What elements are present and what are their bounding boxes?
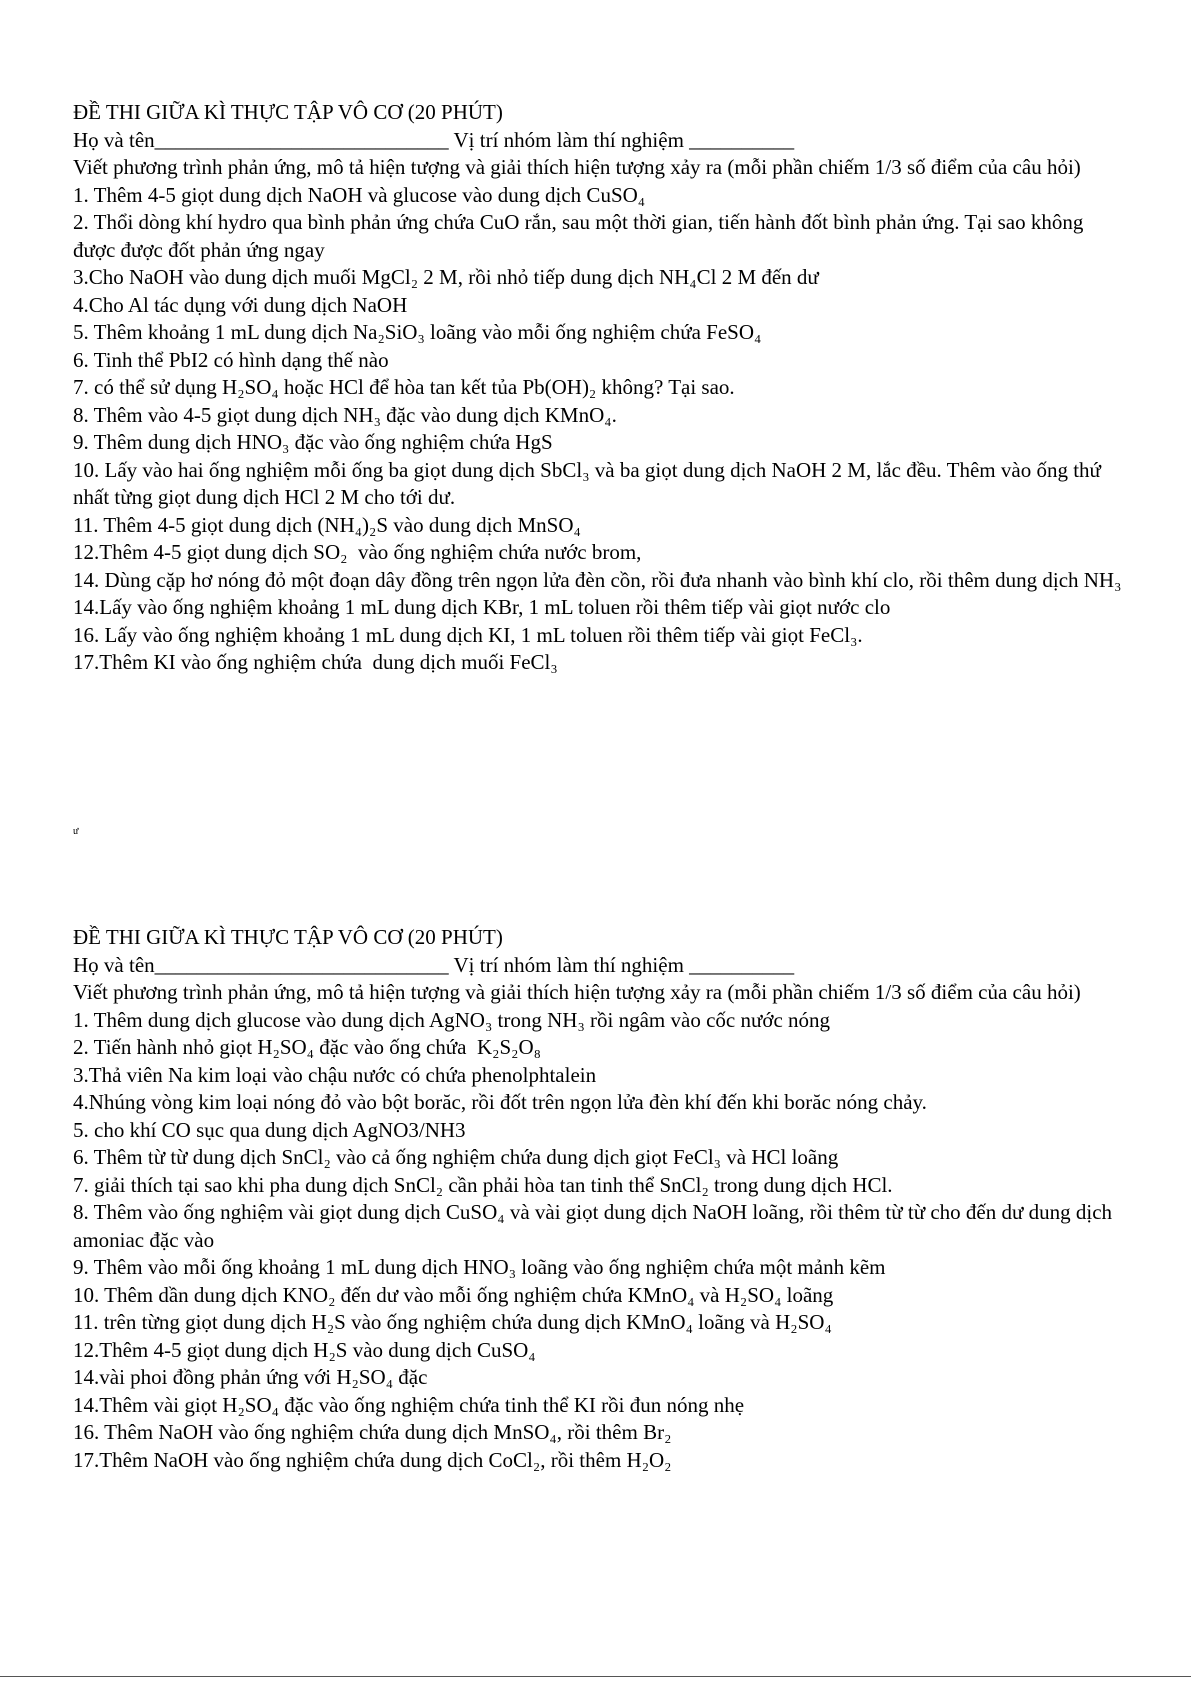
question: 12.Thêm 4-5 giọt dung dịch H₂S vào dung dịch CuSO₄ [73,1337,536,1362]
question: 11. Thêm 4-5 giọt dung dịch (NH₄)₂S vào dung dịch MnSO₄ [73,512,581,537]
question: 14.Lấy vào ống nghiệm khoảng 1 mL dung dịch KBr, 1 mL toluen rồi thêm tiếp vài giọt nước clo [73,595,891,619]
question: 16. Lấy vào ống nghiệm khoảng 1 mL dung dịch KI, 1 mL toluen rồi thêm tiếp vài giọt FeCl₃. [73,622,863,647]
question: 7. có thể sử dụng H₂SO₄ hoặc HCl để hòa tan kết tủa Pb(OH)₂ không? Tại sao. [73,375,735,399]
question: 17.Thêm NaOH vào ống nghiệm chứa dung dịch CoCl₂, rồi thêm H₂O₂ [73,1447,672,1472]
question: 16. Thêm NaOH vào ống nghiệm chứa dung dịch MnSO₄, rồi thêm Br₂ [73,1420,672,1444]
question: 12.Thêm 4-5 giọt dung dịch SO₂ vào ống nghiệm chứa nước brom, [73,540,642,564]
question: 11. trên từng giọt dung dịch H₂S vào ống nghiệm chứa dung dịch KMnO₄ loãng và H₂SO₄ [73,1310,832,1334]
question: 2. Tiến hành nhỏ giọt H₂SO₄ đặc vào ống chứa K₂S₂O₈ [73,1035,541,1059]
question: 14.Thêm vài giọt H₂SO₄ đặc vào ống nghiệm chứa tinh thể KI rồi đun nóng nhẹ [73,1392,745,1417]
question: 8. Thêm vào ống nghiệm vài giọt dung dịch CuSO₄ và vài giọt dung dịch NaOH loãng, rồi thêm từ từ cho đến dư dung dịch amoniac đặc vào [73,1200,1118,1252]
exam-title: ĐỀ THI GIỮA KÌ THỰC TẬP VÔ CƠ (20 PHÚT) [73,100,503,124]
exam-title: ĐỀ THI GIỮA KÌ THỰC TẬP VÔ CƠ (20 PHÚT) [73,925,503,949]
question: 4.Cho Al tác dụng với dung dịch NaOH [73,292,408,317]
name-position-line: Họ và tên____________________________ Vị trí nhóm làm thí nghiệm __________ [73,952,795,977]
instruction: Viết phương trình phản ứng, mô tả hiện tượng và giải thích hiện tượng xảy ra (mỗi phần chiếm 1/3 số điểm của câu hỏi) [73,980,1081,1004]
question: 10. Lấy vào hai ống nghiệm mỗi ống ba giọt dung dịch SbCl₃ và ba giọt dung dịch NaOH 2 M, lắc đều. Thêm vào ống thứ nhất từng giọt dung dịch HCl 2 M cho tới dư. [73,457,1107,509]
question: 1. Thêm 4-5 giọt dung dịch NaOH và glucose vào dung dịch CuSO₄ [73,182,646,207]
page-bottom-rule [0,1676,1191,1677]
question: 1. Thêm dung dịch glucose vào dung dịch AgNO₃ trong NH₃ rồi ngâm vào cốc nước nóng [73,1007,831,1032]
instruction: Viết phương trình phản ứng, mô tả hiện tượng và giải thích hiện tượng xảy ra (mỗi phần chiếm 1/3 số điểm của câu hỏi) [73,155,1081,179]
question: 17.Thêm KI vào ống nghiệm chứa dung dịch muối FeCl₃ [73,650,558,674]
exam-section-1 [73,99,1123,677]
question: 3.Thả viên Na kim loại vào chậu nước có chứa phenolphtalein [73,1062,597,1087]
question: 7. giải thích tại sao khi pha dung dịch SnCl₂ cần phải hòa tan tinh thể SnCl₂ trong dung dịch HCl. [73,1172,893,1197]
question: 2. Thổi dòng khí hydro qua bình phản ứng chứa CuO rắn, sau một thời gian, tiến hành đốt bình phản ứng. Tại sao không được được đốt phản ứng ngay [73,210,1089,262]
stray-mark: ư [73,826,79,837]
question: 14.vài phoi đồng phản ứng với H₂SO₄ đặc [73,1365,428,1389]
question: 5. cho khí CO sục qua dung dịch AgNO3/NH3 [73,1117,466,1142]
exam-section-2 [73,924,1123,1474]
question: 9. Thêm dung dịch HNO₃ đặc vào ống nghiệm chứa HgS [73,430,553,454]
question: 9. Thêm vào mỗi ống khoảng 1 mL dung dịch HNO₃ loãng vào ống nghiệm chứa một mảnh kẽm [73,1255,886,1279]
question: 10. Thêm dần dung dịch KNO₂ đến dư vào mỗi ống nghiệm chứa KMnO₄ và H₂SO₄ loãng [73,1282,834,1307]
question: 3.Cho NaOH vào dung dịch muối MgCl₂ 2 M, rồi nhỏ tiếp dung dịch NH₄Cl 2 M đến dư [73,265,819,289]
question: 14. Dùng cặp hơ nóng đỏ một đoạn dây đồng trên ngọn lửa đèn cồn, rồi đưa nhanh vào bình khí clo, rồi thêm dung dịch NH₃ [73,567,1122,592]
name-position-line: Họ và tên____________________________ Vị trí nhóm làm thí nghiệm __________ [73,127,795,152]
question: 8. Thêm vào 4-5 giọt dung dịch NH₃ đặc vào dung dịch KMnO₄. [73,402,617,427]
question: 6. Tinh thể PbI2 có hình dạng thế nào [73,347,389,372]
question: 4.Nhúng vòng kim loại nóng đỏ vào bột borăc, rồi đốt trên ngọn lửa đèn khí đến khi borăc nóng chảy. [73,1090,927,1114]
question: 5. Thêm khoảng 1 mL dung dịch Na₂SiO₃ loãng vào mỗi ống nghiệm chứa FeSO₄ [73,320,762,344]
question: 6. Thêm từ từ dung dịch SnCl₂ vào cả ống nghiệm chứa dung dịch giọt FeCl₃ và HCl loãng [73,1145,839,1169]
